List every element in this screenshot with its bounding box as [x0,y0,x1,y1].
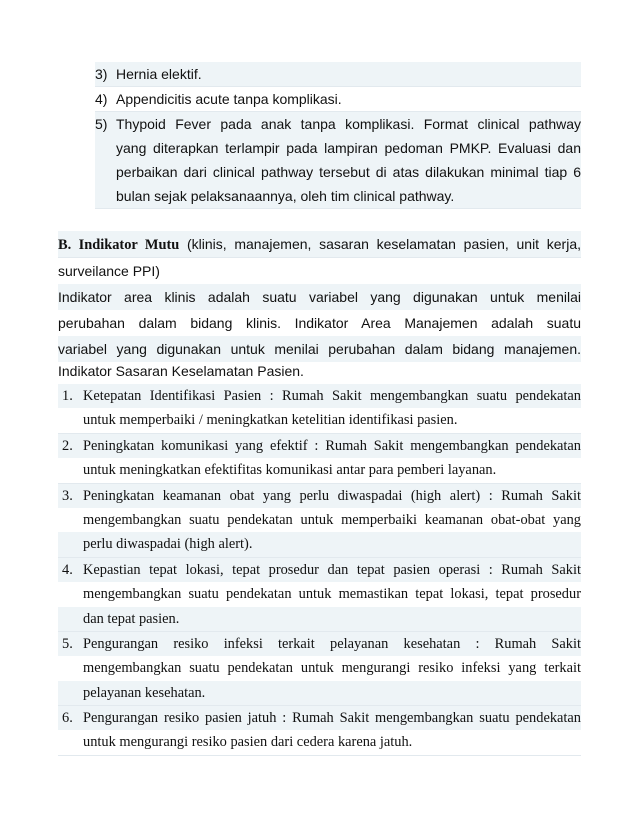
list-text: Peningkatan keamanan obat yang perlu diwaspadai (high alert) : Rumah Sakit [83,487,581,504]
list-item [58,484,581,508]
list-text: Pengurangan resiko infeksi terkait pelayanan kesehatan : Rumah Sakit [83,635,581,652]
list-number: 5. [62,635,73,652]
list-item [58,706,581,730]
list-number: 1. [62,388,73,404]
list-text: mengembangkan suatu pendekatan untuk memastikan tepat lokasi, tepat prosedur [83,586,581,603]
list-item [58,434,581,458]
paragraph-text: variabel yang digunakan untuk menilai perubahan dalam bidang manajemen. [58,341,581,357]
list-text: untuk meningkatkan efektifitas komunikasi antar para pemberi layanan. [83,462,497,479]
section-title: B. Indikator Mutu [58,237,180,253]
list-text: Thypoid Fever pada anak tanpa komplikasi. Format clinical pathway [116,116,581,132]
paragraph-text: Indikator area klinis adalah suatu variabel yang digunakan untuk menilai [58,289,581,305]
section-title-rest: (klinis, manajemen, sasaran keselamatan pasien, unit kerja, [187,236,581,252]
section-heading-text: surveilance PPI) [58,263,160,279]
list-text: mengembangkan suatu pendekatan untuk memperbaiki keamanan obat-obat yang [83,511,581,528]
list-text: dan tepat pasien. [83,610,180,627]
list-text: perbaikan dari clinical pathway tersebut di atas dilakukan minimal tiap 6 [116,164,581,180]
paragraph-line [58,310,581,336]
paragraph-line [58,284,581,310]
list-item-continuation [95,184,581,209]
paragraph-line [58,336,581,362]
list-text: Hernia elektif. [116,66,202,82]
section-heading [58,231,581,258]
indicator-list [58,384,581,756]
list-number: 6. [62,710,73,727]
list-number: 4. [62,561,73,578]
list-item-continuation [95,136,581,160]
list-text: untuk mengurangi resiko pasien dari cedera karena jatuh. [83,734,413,751]
list-item [95,62,581,87]
list-number: 3. [62,487,73,504]
list-item-continuation [58,408,581,433]
section-heading-line2 [58,258,581,284]
list-item-continuation [58,607,581,632]
list-text: Ketepatan Identifikasi Pasien : Rumah Sakit mengembangkan suatu pendekatan [83,388,581,404]
list-number: 4) [95,91,108,107]
list-item [58,632,581,656]
list-number: 5) [95,116,108,132]
list-number: 3) [95,66,108,82]
paragraph-text: Indikator Sasaran Keselamatan Pasien. [58,363,304,379]
list-item [95,112,581,136]
list-item-continuation [58,532,581,557]
list-text: untuk memperbaiki / meningkatkan ketelitian identifikasi pasien. [83,412,458,429]
list-item-continuation [58,458,581,483]
paragraph-text: perubahan dalam bidang klinis. Indikator Area Manajemen adalah suatu [58,315,581,331]
list-item [58,558,581,582]
list-item [95,87,581,112]
list-text: bulan sejak pelaksanaannya, oleh tim clinical pathway. [116,188,455,204]
list-text: Peningkatan komunikasi yang efektif : Rumah Sakit mengembangkan pendekatan [83,437,581,454]
list-text: pelayanan kesehatan. [83,684,206,701]
list-item-continuation [58,656,581,680]
list-item [58,384,581,408]
list-text: Pengurangan resiko pasien jatuh : Rumah Sakit mengembangkan suatu pendekatan [83,710,581,727]
list-text: Kepastian tepat lokasi, tepat prosedur dan tepat pasien operasi : Rumah Sakit [83,561,581,578]
list-text: perlu diwaspadai (high alert). [83,536,253,553]
list-item-continuation [58,508,581,532]
list-item-continuation [58,730,581,755]
list-text: Appendicitis acute tanpa komplikasi. [116,91,342,107]
list-text: yang diterapkan terlampir pada lampiran pedoman PMKP. Evaluasi dan [116,140,581,156]
section-b [58,231,581,382]
paragraph-line [58,362,581,382]
list-number: 2. [62,437,73,454]
clinical-pathway-list [95,62,581,209]
list-item-continuation [58,582,581,606]
list-text: mengembangkan suatu pendekatan untuk mengurangi resiko infeksi yang terkait [83,660,581,677]
list-item-continuation [95,160,581,184]
list-item-continuation [58,681,581,706]
